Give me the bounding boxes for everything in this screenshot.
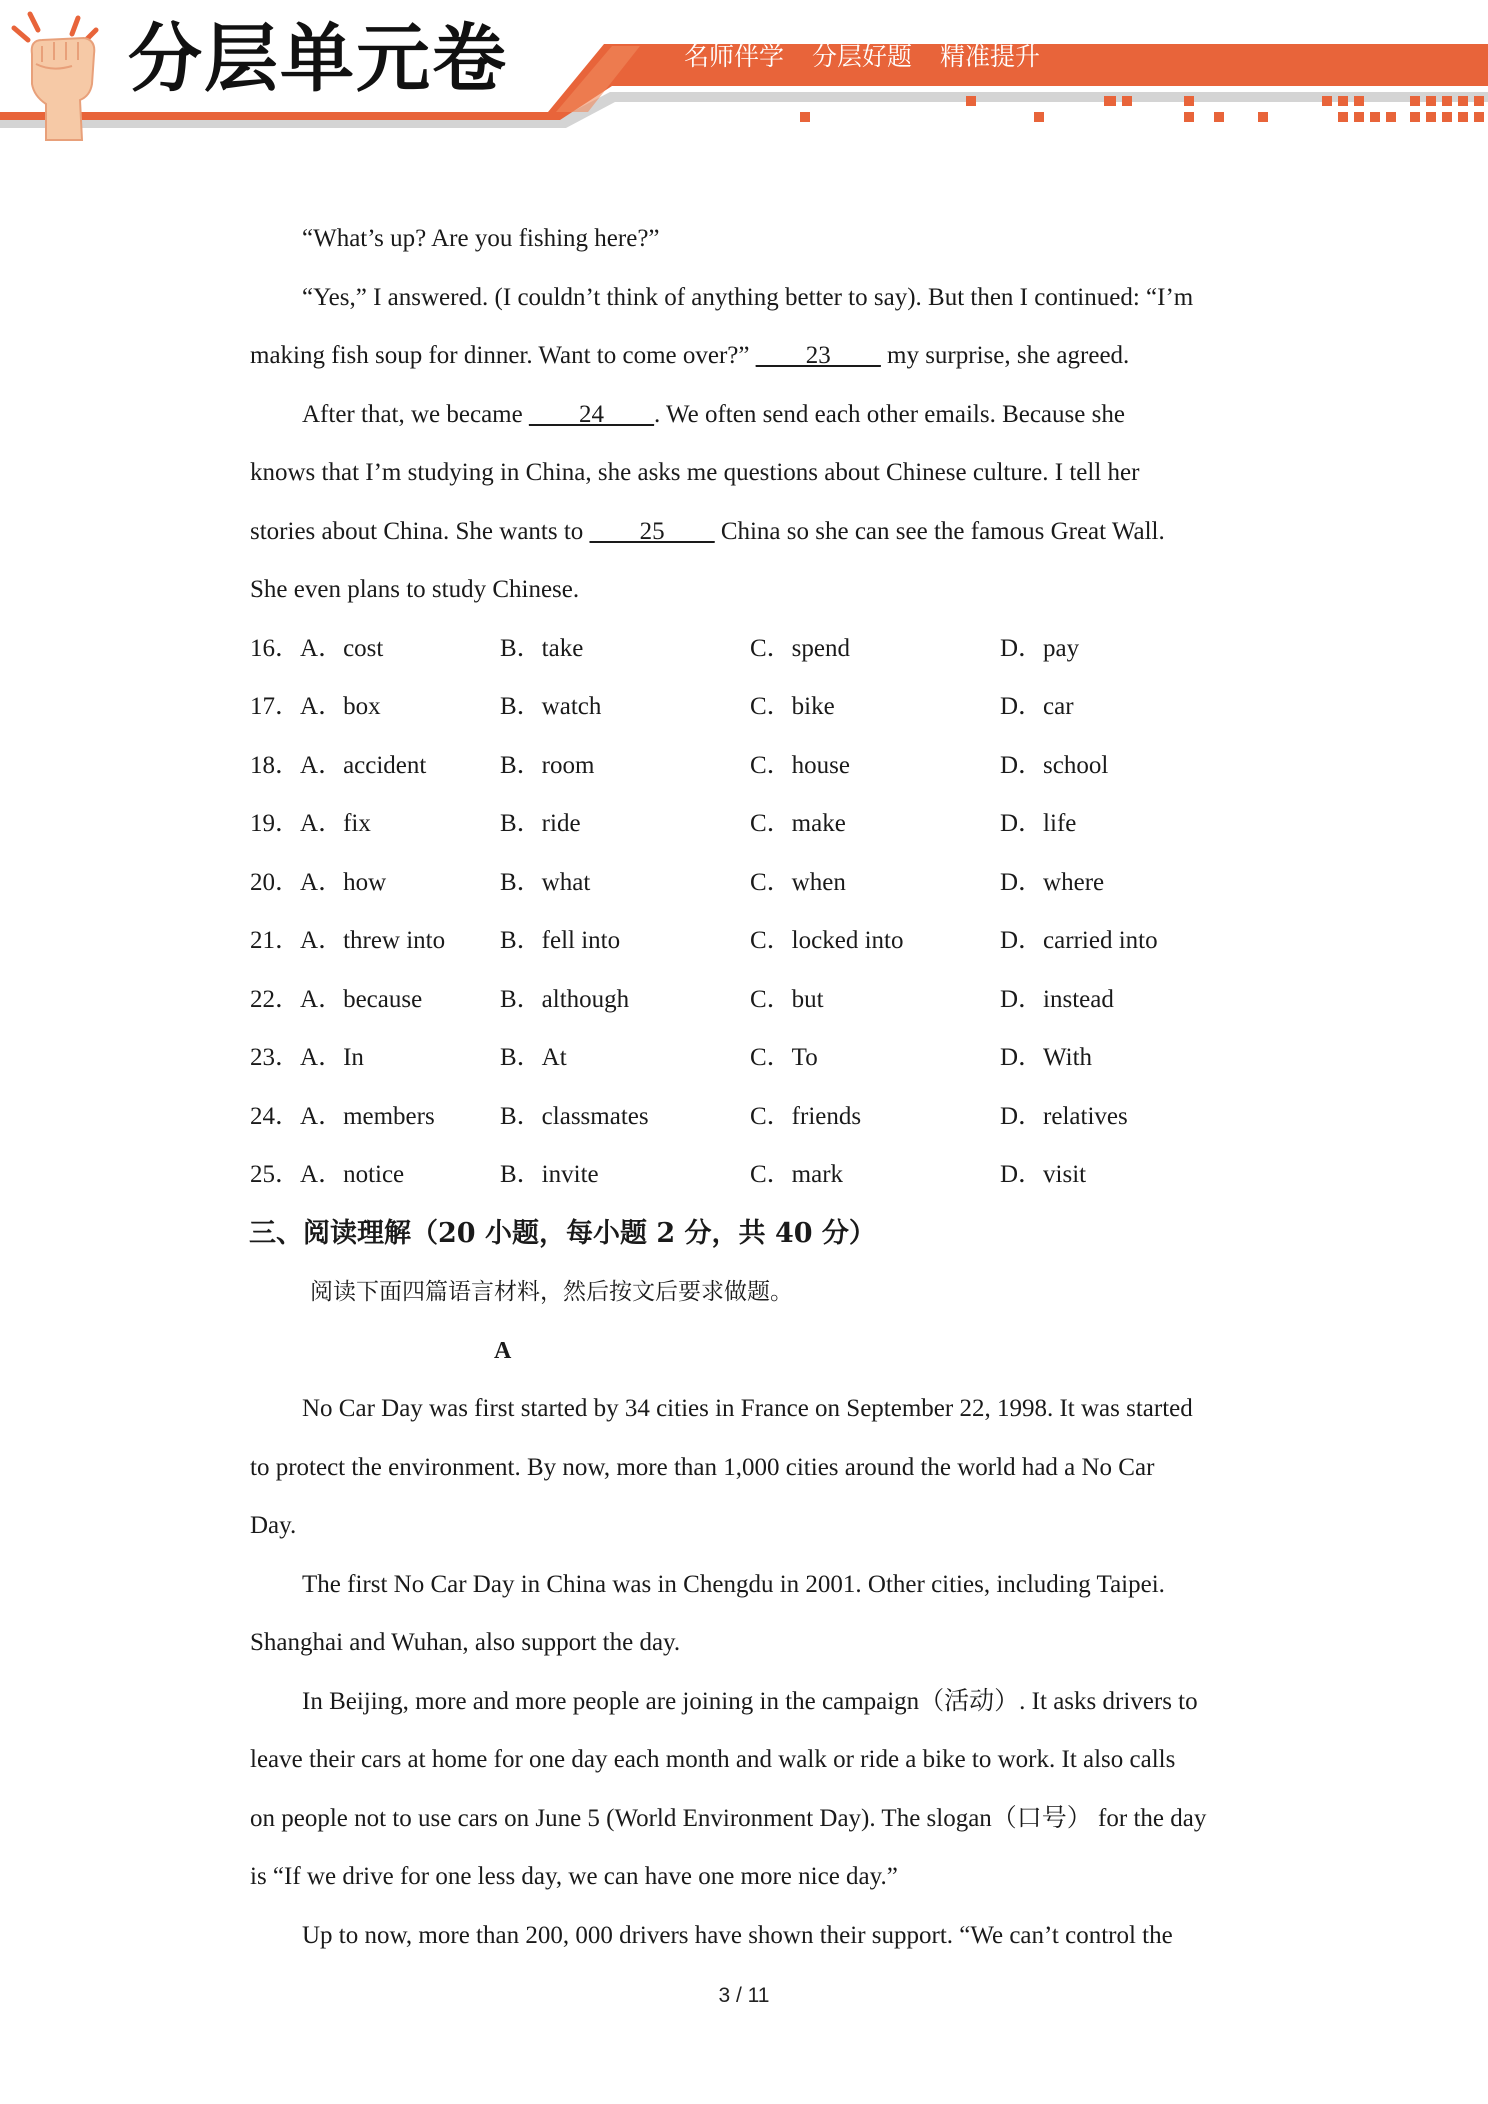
paragraph-line: knows that I’m studying in China, she asks me questions about Chinese culture. I tell her bbox=[250, 459, 1140, 486]
paragraph-line: leave their cars at home for one day each month and walk or ride a bike to work. It also calls bbox=[250, 1746, 1176, 1773]
paragraph-line bbox=[250, 386, 1250, 445]
brand-title: 分层单元卷 bbox=[128, 16, 508, 102]
option-a: 21．A．threw into bbox=[250, 927, 446, 954]
option-d: D．where bbox=[1000, 868, 1105, 896]
option-d: D．carried into bbox=[1000, 927, 1158, 954]
slogan-item: 精准提升 bbox=[940, 42, 1041, 71]
paragraph-line: Up to now, more than 200, 000 drivers have shown their support. “We can’t control the bbox=[302, 1921, 1173, 1949]
option-d: D．relatives bbox=[1000, 1102, 1128, 1130]
line-text: China so she can see the famous Great Wall. bbox=[714, 517, 1165, 545]
question-row bbox=[250, 678, 1250, 737]
option-a: 19．A．fix bbox=[250, 810, 371, 837]
option-d: D．pay bbox=[1000, 634, 1080, 662]
option-a: 22．A．because bbox=[250, 985, 423, 1013]
option-d: D．visit bbox=[1000, 1161, 1087, 1188]
option-d: D．With bbox=[1000, 1044, 1093, 1071]
option-d: D．instead bbox=[1000, 985, 1114, 1013]
option-c: C．locked into bbox=[750, 927, 904, 954]
cloze-blank-25: ____25____ bbox=[589, 517, 715, 545]
header-slogan bbox=[684, 44, 1040, 69]
option-a: 20．A．how bbox=[250, 868, 387, 896]
option-a: 23．A．In bbox=[250, 1044, 364, 1071]
option-c: C．when bbox=[750, 868, 846, 896]
option-a: 17．A．box bbox=[250, 693, 381, 720]
slogan-item: 分层好题 bbox=[812, 42, 913, 71]
line-text: my surprise, she agreed. bbox=[880, 342, 1130, 369]
option-c: C．spend bbox=[750, 634, 851, 662]
paragraph-line: is “If we drive for one less day, we can have one more nice day.” bbox=[250, 1863, 898, 1890]
option-b: B．watch bbox=[500, 693, 602, 720]
cloze-blank-23: ____23____ bbox=[755, 342, 881, 369]
question-row bbox=[250, 620, 1250, 679]
paragraph-line: “Yes,” I answered. (I couldn’t think of anything better to say). But then I continued: “I’m bbox=[302, 283, 1194, 311]
line-text: After that, we became bbox=[302, 400, 529, 428]
paragraph-line: Shanghai and Wuhan, also support the day. bbox=[250, 1629, 681, 1656]
paragraph-line: on people not to use cars on June 5 (World Environment Day). The slogan（口号） for the day bbox=[250, 1804, 1207, 1832]
paragraph-line bbox=[250, 327, 1250, 386]
option-c: C．friends bbox=[750, 1102, 862, 1130]
option-c: C．make bbox=[750, 810, 846, 837]
paragraph-line: “What’s up? Are you fishing here?” bbox=[302, 225, 660, 252]
line-text: . We often send each other emails. Because she bbox=[653, 400, 1125, 428]
option-b: B．invite bbox=[500, 1161, 599, 1188]
paragraph-line: to protect the environment. By now, more than 1,000 cities around the world had a No Car bbox=[250, 1453, 1155, 1481]
option-a: 16．A．cost bbox=[250, 634, 384, 662]
question-row bbox=[250, 795, 1250, 854]
line-text: making fish soup for dinner. Want to come over?” bbox=[250, 342, 756, 369]
option-b: B．classmates bbox=[500, 1102, 649, 1130]
option-b: B．what bbox=[500, 868, 591, 896]
question-options bbox=[250, 620, 1250, 1205]
option-b: B．although bbox=[500, 985, 630, 1013]
option-b: B．take bbox=[500, 634, 584, 662]
slogan-item: 名师伴学 bbox=[684, 42, 785, 71]
paragraph-line: She even plans to study Chinese. bbox=[250, 576, 580, 603]
option-c: C．mark bbox=[750, 1161, 844, 1188]
question-row bbox=[250, 854, 1250, 913]
question-row bbox=[250, 971, 1250, 1030]
question-row bbox=[250, 1088, 1250, 1147]
option-b: B．fell into bbox=[500, 927, 621, 954]
passage-label: A bbox=[494, 1337, 512, 1364]
option-d: D．car bbox=[1000, 693, 1074, 720]
cloze-blank-24: ____24____ bbox=[528, 400, 654, 428]
question-row bbox=[250, 737, 1250, 796]
paragraph-line: No Car Day was first started by 34 cities in France on September 22, 1998. It was started bbox=[302, 1395, 1193, 1422]
option-d: D．school bbox=[1000, 751, 1109, 779]
reading-passage-a bbox=[250, 1380, 1250, 1965]
line-text: stories about China. She wants to bbox=[250, 517, 590, 545]
option-b: B．room bbox=[500, 751, 595, 779]
section-instruction: 阅读下面四篇语言材料，然后按文后要求做题。 bbox=[310, 1279, 793, 1305]
cloze-passage-end bbox=[250, 210, 1250, 620]
option-c: C．bike bbox=[750, 693, 835, 720]
option-b: B．ride bbox=[500, 810, 581, 837]
page-number: 3 / 11 bbox=[718, 1984, 770, 2007]
question-row bbox=[250, 912, 1250, 971]
option-d: D．life bbox=[1000, 810, 1077, 837]
option-c: C．but bbox=[750, 985, 824, 1013]
page-content bbox=[250, 210, 1250, 1965]
option-a: 25．A．notice bbox=[250, 1161, 405, 1188]
option-a: 18．A．accident bbox=[250, 751, 427, 779]
question-row bbox=[250, 1029, 1250, 1088]
paragraph-line: In Beijing, more and more people are joining in the campaign（活动）. It asks drivers to bbox=[302, 1687, 1198, 1715]
option-c: C．house bbox=[750, 751, 851, 779]
paragraph-line: The first No Car Day in China was in Chengdu in 2001. Other cities, including Taipei. bbox=[302, 1570, 1165, 1598]
option-b: B．At bbox=[500, 1044, 567, 1071]
page-header bbox=[0, 0, 1488, 150]
question-row bbox=[250, 1146, 1250, 1205]
option-a: 24．A．members bbox=[250, 1102, 435, 1130]
option-c: C．To bbox=[750, 1044, 818, 1071]
paragraph-line bbox=[250, 503, 1250, 562]
section-title: 三、阅读理解（20 小题，每小题 2 分，共 40 分） bbox=[249, 1217, 876, 1249]
paragraph-line: Day. bbox=[250, 1512, 297, 1539]
